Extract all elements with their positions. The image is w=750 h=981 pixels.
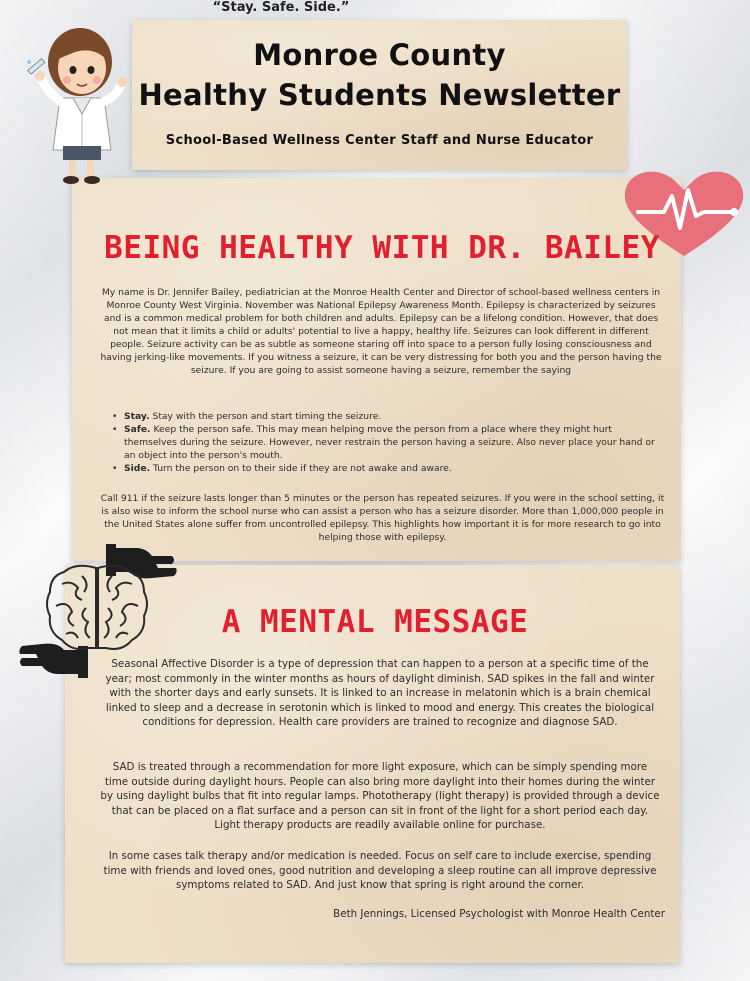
tip-term: Safe. [124,424,151,435]
newsletter-title-line2: Healthy Students Newsletter [138,78,621,112]
tip-term: Stay. [124,411,150,422]
tip-text: Stay with the person and start timing the seizure. [149,411,382,422]
nurse-icon [25,22,135,187]
section1-heading: BEING HEALTHY WITH DR. BAILEY [104,230,660,266]
saying-quote: “Stay. Safe. Side.” [212,0,350,15]
newsletter-title-line1: Monroe County [253,38,506,72]
section1-intro-paragraph: My name is Dr. Jennifer Bailey, pediatrician at the Monroe Health Center and Director of school-based wellness centers in Monroe County West Virginia. November was National Epilepsy Awareness Month. Epilepsy is characterized by seizures and is a common medical problem for both children and adults. Epilepsy can be a lifelong condition. However, that does not mean that it limits a child or adults' potential to live a happy, healthy life. Seizures can look different in different people. Seizure activity can be as subtle as someone staring off into space to a person fully losing consciousness and having jerking-like movements. If you witness a seizure, it can be very distressing for both you and the person having the seizure. If you are going to assist someone having a seizure, remember the saying [100,287,662,376]
newsletter-subtitle: School-Based Wellness Center Staff and Nurse Educator [165,133,594,148]
section1-closing-paragraph: Call 911 if the seizure lasts longer than 5 minutes or the person has repeated seizures. If you were in the school setting, it is also wise to inform the school nurse who can assist a person who has a seizure disorder. More than 1,000,000 people in the United States alone suffer from uncontrolled epilepsy. This highlights how important it is for more research to go into helping those with epilepsy. [100,493,665,543]
list-item [112,423,667,462]
section2-paragraph-1: Seasonal Affective Disorder is a type of depression that can happen to a person at a specific time of the year; most commonly in the winter months as hours of daylight diminish. SAD spikes in the fall and winter with the shorter days and early sunsets. It is linked to an increase in melatonin which is a brain chemical linked to sleep and a decrease in serotonin which is linked to mood and energy. This creates the biological conditions for depression. Health care providers are trained to recognize and diagnose SAD. [105,658,655,728]
author-signature: Beth Jennings, Licensed Psychologist with Monroe Health Center [333,908,665,920]
seizure-tips-list [112,410,667,475]
list-item [112,462,667,475]
tip-text: Keep the person safe. This may mean helping move the person from a place where they might hurt themselves during the seizure. However, never restrain the person having a seizure. Also never place your hand or an object into the person's mouth. [124,424,655,461]
tip-term: Side. [124,463,151,474]
tip-text: Turn the person on to their side if they are not awake and aware. [150,463,452,474]
section2-paragraph-3: In some cases talk therapy and/or medication is needed. Focus on self care to include exercise, spending time with friends and loved ones, good nutrition and developing a sleep routine can all improve depressive symptoms related to SAD. And just know that spring is right around the corner. [103,850,657,891]
list-item [112,410,667,423]
section2-heading: A MENTAL MESSAGE [221,604,529,640]
section2-paragraph-2: SAD is treated through a recommendation for more light exposure, which can be simply spending more time outside during daylight hours. People can also bring more daylight into their homes during the winter by using daylight bulbs that fit into regular lamps. Phototherapy (light therapy) is provided through a device that can be placed on a flat surface and a person can sit in front of the light for a short period each day. Light therapy products are readily available online for purchase. [100,761,660,831]
